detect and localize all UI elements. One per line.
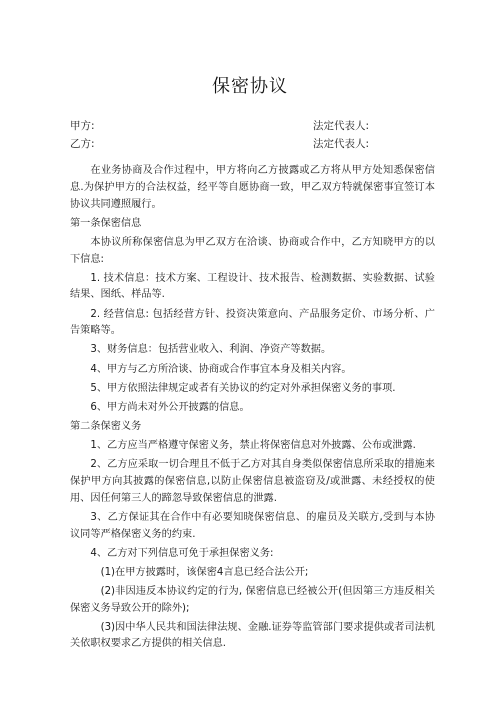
article-2-sub-item: (1)在甲方披露时，该保密4言息已经合法公开; (100, 566, 309, 578)
article-1-heading: 第一条保密信息 (70, 217, 142, 229)
article-2-item: 3、乙方保证其在合作中有必要知晓保密信息、的雇员及关联方,受到与本协议同等严格保密义务的约束. (70, 511, 435, 540)
article-1-item: 5、甲方依照法律规定或者有关协议的约定对外承担保密义务的事项. (90, 382, 396, 394)
party-b-representative-label: 法定代表人: (313, 138, 370, 150)
intro-paragraph: 在业务协商及合作过程中，甲方将向乙方披露或乙方将从甲方处知悉保密信息.为保护甲方的合法权益，经平等自愿协商一致，甲乙双方特就保密事宜签订本协议共同遵照履行。 (70, 165, 435, 210)
article-2-item: 2、乙方应采取一切合理且不低于乙方对其自身类似保密信息所采取的措施来保护甲方向其披露的保密信息,以防止保密信息被盗窃及/或泄露、未经授权的使用、因任何第三人的蹄忽导致保密信息的泄露. (70, 459, 435, 504)
article-1-item: 2. 经营信息: 包括经营方针、投资决策意向、产品服务定价、市场分析、广告策略等。 (70, 308, 435, 337)
article-1-item: 6、甲方尚未对外公开披露的信息。 (90, 401, 250, 413)
article-1-intro: 本协议所称保密信息为甲乙双方在洽谈、协商或合作中，乙方知晓甲方的以下信息: (70, 236, 435, 265)
article-2-item: 1、乙方应当严格遵守保密义务，禁止将保密信息对外披露、公布或泄露. (90, 439, 416, 451)
article-1-item: 3、财务信息：包括营业收入、利润、净资产等数据。 (90, 344, 332, 356)
document-title: 保密协议 (212, 76, 288, 97)
party-b-label: 乙方: (70, 138, 95, 150)
article-2-heading: 第二条保密义务 (70, 420, 142, 432)
article-1-item: 4、甲方与乙方所洽谈、协商或合作事宜本身及相关内容。 (90, 363, 352, 375)
party-a-label: 甲方: (70, 120, 95, 132)
article-2-sub-item: (2)非因违反本协议约定的行为, 保密信息已经被公开(但因第三方违反相关保密义务导致公开的除外); (70, 585, 435, 614)
party-a-row (70, 118, 450, 134)
party-b-row (70, 136, 450, 152)
document-body (70, 163, 435, 656)
article-2-item: 4、乙方对下列信息可免于承担保密义务: (90, 547, 274, 559)
article-2-sub-item: (3)因中华人民共和国法律法规、金融.证券等监管部门要求提供或者司法机关依职权要求乙方提供的相关信息. (70, 621, 435, 650)
article-1-item: 1. 技术信息：技术方案、工程设计、技术报告、检测数据、实验数据、试验结果、图纸、样品等. (70, 272, 435, 301)
party-a-representative-label: 法定代表人: (313, 120, 370, 132)
